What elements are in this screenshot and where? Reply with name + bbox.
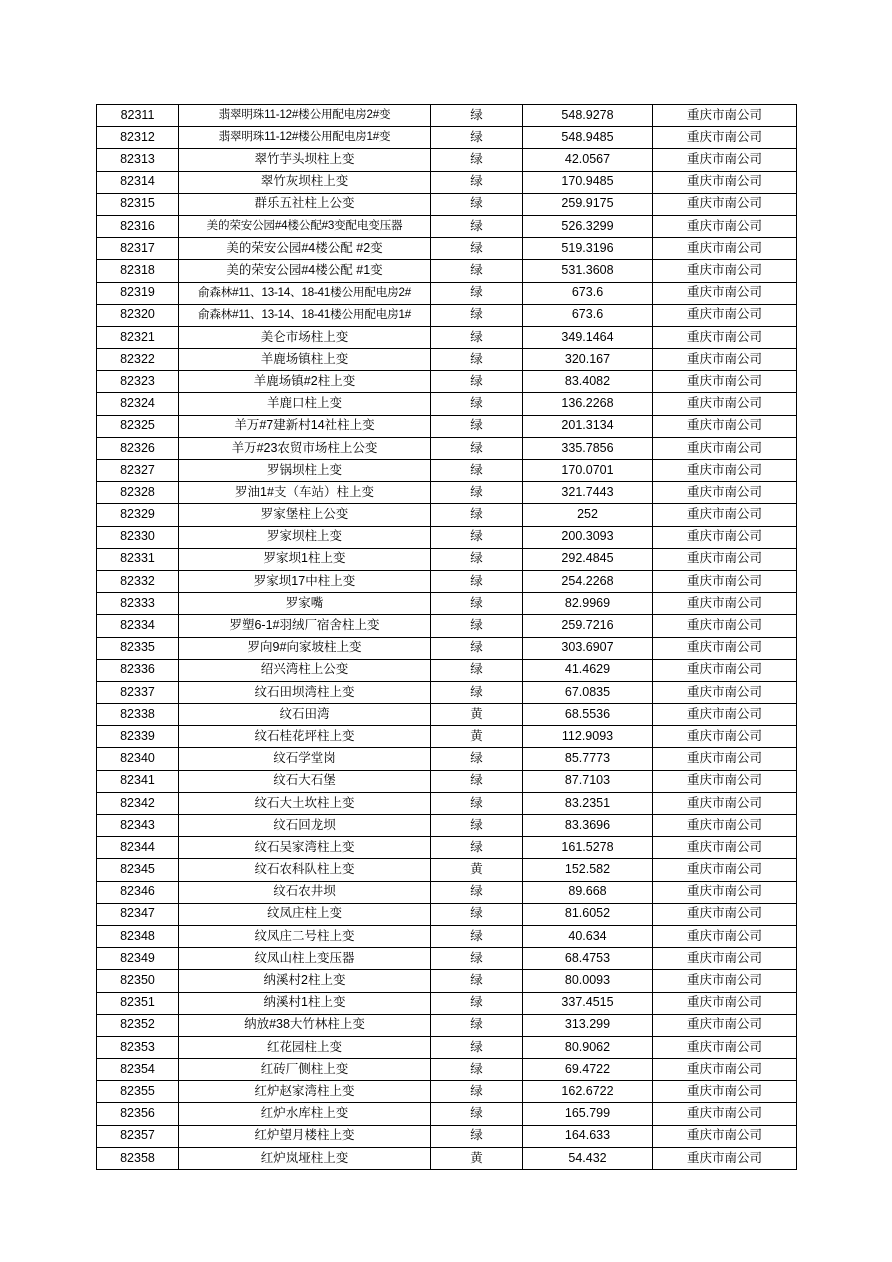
cell-org: 重庆市南公司 bbox=[653, 371, 797, 393]
cell-id: 82348 bbox=[97, 925, 179, 947]
cell-id: 82352 bbox=[97, 1014, 179, 1036]
cell-org: 重庆市南公司 bbox=[653, 215, 797, 237]
cell-value: 136.2268 bbox=[523, 393, 653, 415]
cell-value: 335.7856 bbox=[523, 437, 653, 459]
cell-value: 254.2268 bbox=[523, 570, 653, 592]
table-row bbox=[97, 570, 797, 592]
cell-value: 673.6 bbox=[523, 282, 653, 304]
cell-name: 翠竹芋头坝柱上变 bbox=[179, 149, 431, 171]
cell-color: 绿 bbox=[431, 837, 523, 859]
cell-org: 重庆市南公司 bbox=[653, 304, 797, 326]
cell-id: 82343 bbox=[97, 815, 179, 837]
cell-name: 红花园柱上变 bbox=[179, 1036, 431, 1058]
cell-color: 绿 bbox=[431, 925, 523, 947]
table-row bbox=[97, 193, 797, 215]
cell-name: 罗油1#支（车站）柱上变 bbox=[179, 482, 431, 504]
cell-org: 重庆市南公司 bbox=[653, 859, 797, 881]
cell-org: 重庆市南公司 bbox=[653, 970, 797, 992]
cell-color: 绿 bbox=[431, 482, 523, 504]
cell-color: 绿 bbox=[431, 615, 523, 637]
cell-name: 羊万#23农贸市场柱上公变 bbox=[179, 437, 431, 459]
cell-value: 170.9485 bbox=[523, 171, 653, 193]
cell-name: 美的荣安公园#4楼公配 #1变 bbox=[179, 260, 431, 282]
cell-color: 绿 bbox=[431, 460, 523, 482]
cell-id: 82355 bbox=[97, 1081, 179, 1103]
cell-color: 绿 bbox=[431, 437, 523, 459]
cell-org: 重庆市南公司 bbox=[653, 193, 797, 215]
cell-name: 美的荣安公园#4楼公配#3变配电变压器 bbox=[179, 215, 431, 237]
cell-org: 重庆市南公司 bbox=[653, 837, 797, 859]
table-row bbox=[97, 948, 797, 970]
cell-value: 292.4845 bbox=[523, 548, 653, 570]
cell-name: 纹石大土坎柱上变 bbox=[179, 792, 431, 814]
cell-id: 82326 bbox=[97, 437, 179, 459]
table-row bbox=[97, 748, 797, 770]
cell-id: 82311 bbox=[97, 105, 179, 127]
cell-id: 82339 bbox=[97, 726, 179, 748]
cell-color: 绿 bbox=[431, 1103, 523, 1125]
cell-value: 54.432 bbox=[523, 1147, 653, 1169]
cell-id: 82324 bbox=[97, 393, 179, 415]
cell-name: 纹石桂花坪柱上变 bbox=[179, 726, 431, 748]
table-row bbox=[97, 526, 797, 548]
cell-name: 纹凤庄柱上变 bbox=[179, 903, 431, 925]
table-row bbox=[97, 770, 797, 792]
cell-org: 重庆市南公司 bbox=[653, 1125, 797, 1147]
cell-color: 绿 bbox=[431, 504, 523, 526]
cell-color: 绿 bbox=[431, 992, 523, 1014]
cell-id: 82336 bbox=[97, 659, 179, 681]
cell-value: 526.3299 bbox=[523, 215, 653, 237]
cell-name: 红炉望月楼柱上变 bbox=[179, 1125, 431, 1147]
cell-value: 42.0567 bbox=[523, 149, 653, 171]
cell-org: 重庆市南公司 bbox=[653, 704, 797, 726]
cell-name: 美的荣安公园#4楼公配 #2变 bbox=[179, 238, 431, 260]
table-row bbox=[97, 548, 797, 570]
table-row bbox=[97, 127, 797, 149]
cell-value: 83.4082 bbox=[523, 371, 653, 393]
transformer-data-table bbox=[96, 104, 797, 1170]
table-row bbox=[97, 837, 797, 859]
cell-name: 俞森林#11、13-14、18-41楼公用配电房1# bbox=[179, 304, 431, 326]
cell-name: 红炉水库柱上变 bbox=[179, 1103, 431, 1125]
cell-name: 美仑市场柱上变 bbox=[179, 326, 431, 348]
cell-id: 82320 bbox=[97, 304, 179, 326]
cell-org: 重庆市南公司 bbox=[653, 992, 797, 1014]
cell-value: 313.299 bbox=[523, 1014, 653, 1036]
cell-value: 303.6907 bbox=[523, 637, 653, 659]
cell-name: 纹石回龙坝 bbox=[179, 815, 431, 837]
cell-color: 黄 bbox=[431, 1147, 523, 1169]
cell-value: 83.2351 bbox=[523, 792, 653, 814]
cell-name: 纳溪村1柱上变 bbox=[179, 992, 431, 1014]
cell-value: 320.167 bbox=[523, 349, 653, 371]
cell-id: 82313 bbox=[97, 149, 179, 171]
cell-id: 82334 bbox=[97, 615, 179, 637]
cell-name: 翡翠明珠11-12#楼公用配电房1#变 bbox=[179, 127, 431, 149]
cell-id: 82316 bbox=[97, 215, 179, 237]
cell-name: 罗向9#向家坡柱上变 bbox=[179, 637, 431, 659]
cell-name: 罗家坝柱上变 bbox=[179, 526, 431, 548]
cell-color: 绿 bbox=[431, 659, 523, 681]
cell-color: 黄 bbox=[431, 726, 523, 748]
cell-name: 羊鹿场镇柱上变 bbox=[179, 349, 431, 371]
cell-value: 170.0701 bbox=[523, 460, 653, 482]
cell-name: 群乐五社柱上公变 bbox=[179, 193, 431, 215]
cell-name: 纹凤山柱上变压器 bbox=[179, 948, 431, 970]
cell-org: 重庆市南公司 bbox=[653, 504, 797, 526]
cell-org: 重庆市南公司 bbox=[653, 593, 797, 615]
cell-id: 82357 bbox=[97, 1125, 179, 1147]
cell-value: 548.9278 bbox=[523, 105, 653, 127]
cell-org: 重庆市南公司 bbox=[653, 105, 797, 127]
cell-org: 重庆市南公司 bbox=[653, 437, 797, 459]
cell-id: 82351 bbox=[97, 992, 179, 1014]
cell-color: 绿 bbox=[431, 326, 523, 348]
cell-name: 纹石农科队柱上变 bbox=[179, 859, 431, 881]
cell-id: 82322 bbox=[97, 349, 179, 371]
cell-id: 82341 bbox=[97, 770, 179, 792]
cell-org: 重庆市南公司 bbox=[653, 615, 797, 637]
cell-color: 绿 bbox=[431, 815, 523, 837]
table-row bbox=[97, 371, 797, 393]
table-row bbox=[97, 881, 797, 903]
cell-value: 69.4722 bbox=[523, 1059, 653, 1081]
cell-org: 重庆市南公司 bbox=[653, 171, 797, 193]
cell-name: 罗家坝1柱上变 bbox=[179, 548, 431, 570]
cell-name: 羊鹿场镇#2柱上变 bbox=[179, 371, 431, 393]
cell-org: 重庆市南公司 bbox=[653, 948, 797, 970]
cell-color: 绿 bbox=[431, 349, 523, 371]
table-row bbox=[97, 992, 797, 1014]
table-row bbox=[97, 415, 797, 437]
cell-name: 绍兴湾柱上公变 bbox=[179, 659, 431, 681]
cell-color: 绿 bbox=[431, 393, 523, 415]
cell-org: 重庆市南公司 bbox=[653, 748, 797, 770]
cell-org: 重庆市南公司 bbox=[653, 127, 797, 149]
cell-id: 82344 bbox=[97, 837, 179, 859]
cell-color: 绿 bbox=[431, 1081, 523, 1103]
cell-id: 82332 bbox=[97, 570, 179, 592]
cell-color: 绿 bbox=[431, 548, 523, 570]
table-row bbox=[97, 593, 797, 615]
cell-color: 绿 bbox=[431, 770, 523, 792]
cell-org: 重庆市南公司 bbox=[653, 1036, 797, 1058]
table-row bbox=[97, 437, 797, 459]
cell-org: 重庆市南公司 bbox=[653, 659, 797, 681]
cell-name: 罗锅坝柱上变 bbox=[179, 460, 431, 482]
cell-value: 80.9062 bbox=[523, 1036, 653, 1058]
cell-id: 82331 bbox=[97, 548, 179, 570]
cell-value: 87.7103 bbox=[523, 770, 653, 792]
table-row bbox=[97, 925, 797, 947]
table-row bbox=[97, 859, 797, 881]
cell-color: 绿 bbox=[431, 637, 523, 659]
cell-name: 纹石田坝湾柱上变 bbox=[179, 681, 431, 703]
cell-org: 重庆市南公司 bbox=[653, 1081, 797, 1103]
cell-value: 162.6722 bbox=[523, 1081, 653, 1103]
cell-color: 黄 bbox=[431, 859, 523, 881]
cell-name: 羊万#7建新村14社柱上变 bbox=[179, 415, 431, 437]
table-row bbox=[97, 149, 797, 171]
cell-color: 绿 bbox=[431, 171, 523, 193]
cell-org: 重庆市南公司 bbox=[653, 1147, 797, 1169]
table-row bbox=[97, 1147, 797, 1169]
cell-color: 绿 bbox=[431, 526, 523, 548]
cell-value: 164.633 bbox=[523, 1125, 653, 1147]
cell-color: 绿 bbox=[431, 1125, 523, 1147]
table-row bbox=[97, 304, 797, 326]
cell-name: 罗家坝17中柱上变 bbox=[179, 570, 431, 592]
table-row bbox=[97, 792, 797, 814]
cell-id: 82338 bbox=[97, 704, 179, 726]
table-row bbox=[97, 482, 797, 504]
cell-name: 红炉岚垭柱上变 bbox=[179, 1147, 431, 1169]
cell-org: 重庆市南公司 bbox=[653, 637, 797, 659]
cell-org: 重庆市南公司 bbox=[653, 570, 797, 592]
table-row bbox=[97, 282, 797, 304]
cell-id: 82315 bbox=[97, 193, 179, 215]
cell-value: 259.7216 bbox=[523, 615, 653, 637]
cell-org: 重庆市南公司 bbox=[653, 881, 797, 903]
cell-value: 40.634 bbox=[523, 925, 653, 947]
cell-name: 纳溪村2柱上变 bbox=[179, 970, 431, 992]
cell-id: 82312 bbox=[97, 127, 179, 149]
cell-value: 81.6052 bbox=[523, 903, 653, 925]
table-row bbox=[97, 326, 797, 348]
cell-id: 82325 bbox=[97, 415, 179, 437]
cell-value: 161.5278 bbox=[523, 837, 653, 859]
table-body bbox=[97, 105, 797, 1170]
cell-id: 82337 bbox=[97, 681, 179, 703]
cell-color: 绿 bbox=[431, 792, 523, 814]
cell-org: 重庆市南公司 bbox=[653, 460, 797, 482]
cell-color: 绿 bbox=[431, 748, 523, 770]
cell-id: 82318 bbox=[97, 260, 179, 282]
cell-id: 82353 bbox=[97, 1036, 179, 1058]
table-row bbox=[97, 349, 797, 371]
cell-org: 重庆市南公司 bbox=[653, 770, 797, 792]
cell-name: 翠竹灰坝柱上变 bbox=[179, 171, 431, 193]
cell-value: 85.7773 bbox=[523, 748, 653, 770]
cell-value: 152.582 bbox=[523, 859, 653, 881]
cell-value: 349.1464 bbox=[523, 326, 653, 348]
cell-color: 绿 bbox=[431, 149, 523, 171]
cell-org: 重庆市南公司 bbox=[653, 260, 797, 282]
cell-value: 252 bbox=[523, 504, 653, 526]
cell-value: 259.9175 bbox=[523, 193, 653, 215]
cell-color: 绿 bbox=[431, 570, 523, 592]
cell-name: 翡翠明珠11-12#楼公用配电房2#变 bbox=[179, 105, 431, 127]
cell-color: 绿 bbox=[431, 881, 523, 903]
cell-org: 重庆市南公司 bbox=[653, 282, 797, 304]
cell-org: 重庆市南公司 bbox=[653, 238, 797, 260]
cell-value: 83.3696 bbox=[523, 815, 653, 837]
cell-name: 红砖厂侧柱上变 bbox=[179, 1059, 431, 1081]
table-row bbox=[97, 726, 797, 748]
table-row bbox=[97, 105, 797, 127]
cell-id: 82323 bbox=[97, 371, 179, 393]
table-row bbox=[97, 704, 797, 726]
table-row bbox=[97, 215, 797, 237]
cell-id: 82335 bbox=[97, 637, 179, 659]
cell-id: 82340 bbox=[97, 748, 179, 770]
cell-name: 俞森林#11、13-14、18-41楼公用配电房2# bbox=[179, 282, 431, 304]
cell-name: 纳放#38大竹林柱上变 bbox=[179, 1014, 431, 1036]
cell-org: 重庆市南公司 bbox=[653, 925, 797, 947]
table-row bbox=[97, 393, 797, 415]
table-row bbox=[97, 1036, 797, 1058]
cell-org: 重庆市南公司 bbox=[653, 349, 797, 371]
cell-id: 82346 bbox=[97, 881, 179, 903]
cell-org: 重庆市南公司 bbox=[653, 1103, 797, 1125]
cell-color: 绿 bbox=[431, 215, 523, 237]
cell-id: 82350 bbox=[97, 970, 179, 992]
table-row bbox=[97, 1103, 797, 1125]
cell-value: 112.9093 bbox=[523, 726, 653, 748]
cell-value: 68.4753 bbox=[523, 948, 653, 970]
cell-org: 重庆市南公司 bbox=[653, 1014, 797, 1036]
table-row bbox=[97, 1125, 797, 1147]
table-row bbox=[97, 1059, 797, 1081]
cell-name: 纹石大石堡 bbox=[179, 770, 431, 792]
cell-color: 绿 bbox=[431, 193, 523, 215]
cell-color: 绿 bbox=[431, 593, 523, 615]
cell-color: 绿 bbox=[431, 681, 523, 703]
table-row bbox=[97, 504, 797, 526]
cell-name: 羊鹿口柱上变 bbox=[179, 393, 431, 415]
cell-id: 82342 bbox=[97, 792, 179, 814]
cell-id: 82330 bbox=[97, 526, 179, 548]
table-row bbox=[97, 815, 797, 837]
cell-color: 绿 bbox=[431, 948, 523, 970]
cell-org: 重庆市南公司 bbox=[653, 548, 797, 570]
cell-name: 纹凤庄二号柱上变 bbox=[179, 925, 431, 947]
table-row bbox=[97, 1081, 797, 1103]
cell-org: 重庆市南公司 bbox=[653, 149, 797, 171]
cell-value: 67.0835 bbox=[523, 681, 653, 703]
cell-id: 82347 bbox=[97, 903, 179, 925]
cell-value: 89.668 bbox=[523, 881, 653, 903]
cell-value: 321.7443 bbox=[523, 482, 653, 504]
table-row bbox=[97, 171, 797, 193]
table-row bbox=[97, 260, 797, 282]
cell-value: 41.4629 bbox=[523, 659, 653, 681]
cell-name: 纹石农井坝 bbox=[179, 881, 431, 903]
cell-value: 673.6 bbox=[523, 304, 653, 326]
cell-name: 纹石吴家湾柱上变 bbox=[179, 837, 431, 859]
cell-name: 罗塑6-1#羽绒厂宿舍柱上变 bbox=[179, 615, 431, 637]
cell-color: 绿 bbox=[431, 1036, 523, 1058]
cell-org: 重庆市南公司 bbox=[653, 903, 797, 925]
cell-color: 绿 bbox=[431, 1059, 523, 1081]
table-row bbox=[97, 637, 797, 659]
table-row bbox=[97, 460, 797, 482]
table-row bbox=[97, 1014, 797, 1036]
cell-org: 重庆市南公司 bbox=[653, 815, 797, 837]
cell-value: 80.0093 bbox=[523, 970, 653, 992]
cell-org: 重庆市南公司 bbox=[653, 482, 797, 504]
cell-org: 重庆市南公司 bbox=[653, 326, 797, 348]
cell-color: 绿 bbox=[431, 238, 523, 260]
table-row bbox=[97, 238, 797, 260]
cell-value: 165.799 bbox=[523, 1103, 653, 1125]
cell-color: 绿 bbox=[431, 282, 523, 304]
cell-org: 重庆市南公司 bbox=[653, 792, 797, 814]
cell-id: 82317 bbox=[97, 238, 179, 260]
cell-color: 绿 bbox=[431, 371, 523, 393]
cell-color: 绿 bbox=[431, 304, 523, 326]
cell-name: 纹石学堂岗 bbox=[179, 748, 431, 770]
cell-id: 82329 bbox=[97, 504, 179, 526]
cell-name: 红炉赵家湾柱上变 bbox=[179, 1081, 431, 1103]
cell-org: 重庆市南公司 bbox=[653, 681, 797, 703]
cell-id: 82345 bbox=[97, 859, 179, 881]
cell-id: 82319 bbox=[97, 282, 179, 304]
table-row bbox=[97, 659, 797, 681]
cell-value: 200.3093 bbox=[523, 526, 653, 548]
cell-color: 绿 bbox=[431, 105, 523, 127]
cell-value: 82.9969 bbox=[523, 593, 653, 615]
cell-name: 罗家堡柱上公变 bbox=[179, 504, 431, 526]
cell-color: 绿 bbox=[431, 127, 523, 149]
cell-org: 重庆市南公司 bbox=[653, 1059, 797, 1081]
cell-id: 82328 bbox=[97, 482, 179, 504]
table-row bbox=[97, 615, 797, 637]
cell-color: 绿 bbox=[431, 260, 523, 282]
cell-value: 337.4515 bbox=[523, 992, 653, 1014]
cell-value: 68.5536 bbox=[523, 704, 653, 726]
cell-id: 82321 bbox=[97, 326, 179, 348]
cell-id: 82314 bbox=[97, 171, 179, 193]
cell-id: 82354 bbox=[97, 1059, 179, 1081]
cell-id: 82358 bbox=[97, 1147, 179, 1169]
cell-value: 519.3196 bbox=[523, 238, 653, 260]
table-row bbox=[97, 970, 797, 992]
cell-id: 82349 bbox=[97, 948, 179, 970]
cell-id: 82356 bbox=[97, 1103, 179, 1125]
cell-org: 重庆市南公司 bbox=[653, 393, 797, 415]
table-row bbox=[97, 903, 797, 925]
cell-name: 罗家嘴 bbox=[179, 593, 431, 615]
cell-value: 548.9485 bbox=[523, 127, 653, 149]
cell-value: 201.3134 bbox=[523, 415, 653, 437]
cell-id: 82327 bbox=[97, 460, 179, 482]
table-row bbox=[97, 681, 797, 703]
cell-name: 纹石田湾 bbox=[179, 704, 431, 726]
cell-color: 绿 bbox=[431, 970, 523, 992]
cell-color: 绿 bbox=[431, 1014, 523, 1036]
cell-color: 绿 bbox=[431, 903, 523, 925]
cell-value: 531.3608 bbox=[523, 260, 653, 282]
cell-org: 重庆市南公司 bbox=[653, 726, 797, 748]
cell-id: 82333 bbox=[97, 593, 179, 615]
cell-org: 重庆市南公司 bbox=[653, 415, 797, 437]
cell-color: 黄 bbox=[431, 704, 523, 726]
cell-color: 绿 bbox=[431, 415, 523, 437]
cell-org: 重庆市南公司 bbox=[653, 526, 797, 548]
